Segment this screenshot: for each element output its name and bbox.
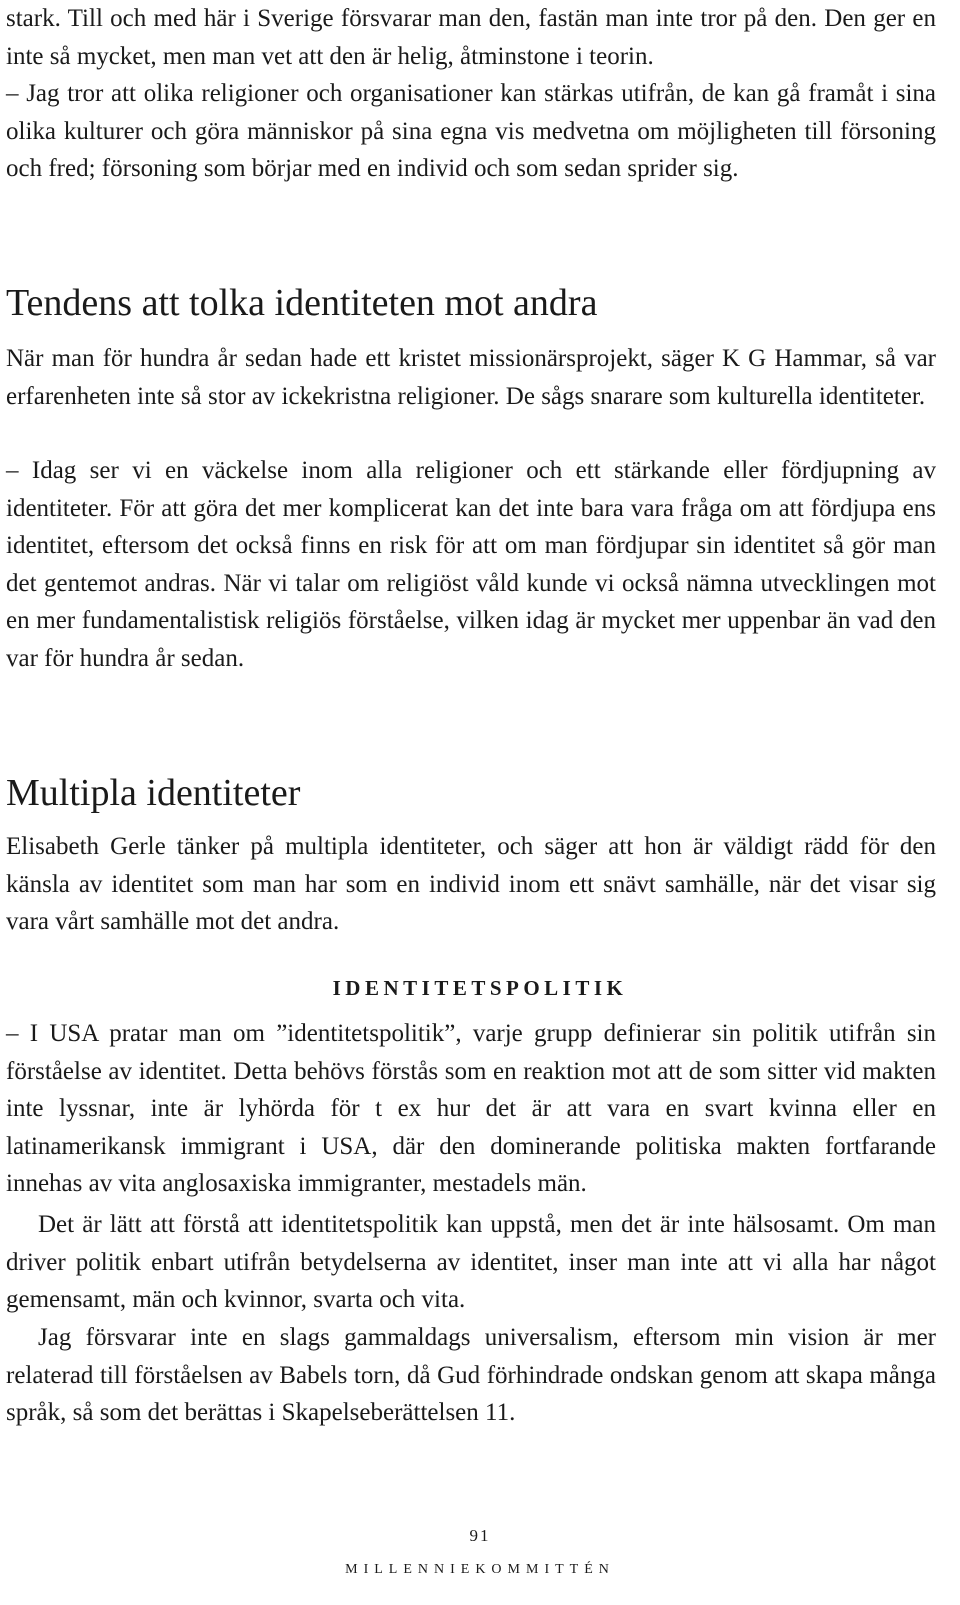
body-paragraph: – I USA pratar man om ”identitetspolitik”, varje grupp definierar sin politik utifrån sin förståelse av identitet. Detta behövs förstås som en reaktion mot att de som sitter vid makten inte lyssnar, inte är lyhörda för t ex hur det är att vara en svart kvinna eller en latinamerikansk immigrant i USA, där den dominerande politiska makten fortfarande innehas av vita anglosaxiska immigranter, mestadels män. (6, 1020, 936, 1197)
section-heading: Multipla identiteter (6, 772, 301, 814)
body-paragraph: – Jag tror att olika religioner och organisationer kan stärkas utifrån, de kan gå framåt i sina olika kulturer och göra människor på sina egna vis medvetna om möjligheten till försoning och fred; försoning som börjar med en individ och som sedan sprider sig. (6, 80, 936, 182)
body-paragraph: Elisabeth Gerle tänker på multipla identiteter, och säger att hon är väldigt rädd för den känsla av identitet som man har som en individ inom ett snävt samhälle, när det visar sig vara vårt samhälle mot det andra. (6, 833, 936, 935)
body-paragraph: Det är lätt att förstå att identitetspolitik kan uppstå, men det är inte hälsosamt. Om man driver politik enbart utifrån betydelserna av identitet, inser man inte att vi alla har något gemensamt, män och kvinnor, svarta och vita. (6, 1211, 936, 1313)
body-paragraph: När man för hundra år sedan hade ett kristet missionärsprojekt, säger K G Hammar, så var erfarenheten inte så stor av ickekristna religioner. De sågs snarare som kulturella identiteter. (6, 345, 936, 410)
body-paragraph: Jag försvarar inte en slags gammaldags universalism, eftersom min vision är mer relaterad till förståelsen av Babels torn, då Gud förhindrade ondskan genom att skapa många språk, så som det berättas i Skapelseberättelsen 11. (6, 1324, 936, 1426)
page-number: 91 (469, 1526, 491, 1545)
running-footer: MILLENNIEKOMMITTÉN (345, 1562, 615, 1577)
subsection-heading: IDENTITETSPOLITIK (332, 976, 628, 1000)
section-heading: Tendens att tolka identiteten mot andra (6, 282, 598, 324)
body-paragraph: – Idag ser vi en väckelse inom alla religioner och ett stärkande eller fördjupning av identiteter. För att göra det mer komplicerat kan det inte bara vara fråga om att fördjupa ens identitet, eftersom det också finns en risk för att om man fördjupar sin identitet så gör man det gentemot andras. När vi talar om religiöst våld kunde vi också nämna utvecklingen mot en mer fundamentalistisk religiös förståelse, vilken idag är mycket mer uppenbar än vad den var för hundra år sedan. (6, 457, 936, 672)
body-paragraph: stark. Till och med här i Sverige försvarar man den, fastän man inte tror på den. Den ger en inte så mycket, men man vet att den är helig, åtminstone i teorin. (6, 5, 936, 70)
